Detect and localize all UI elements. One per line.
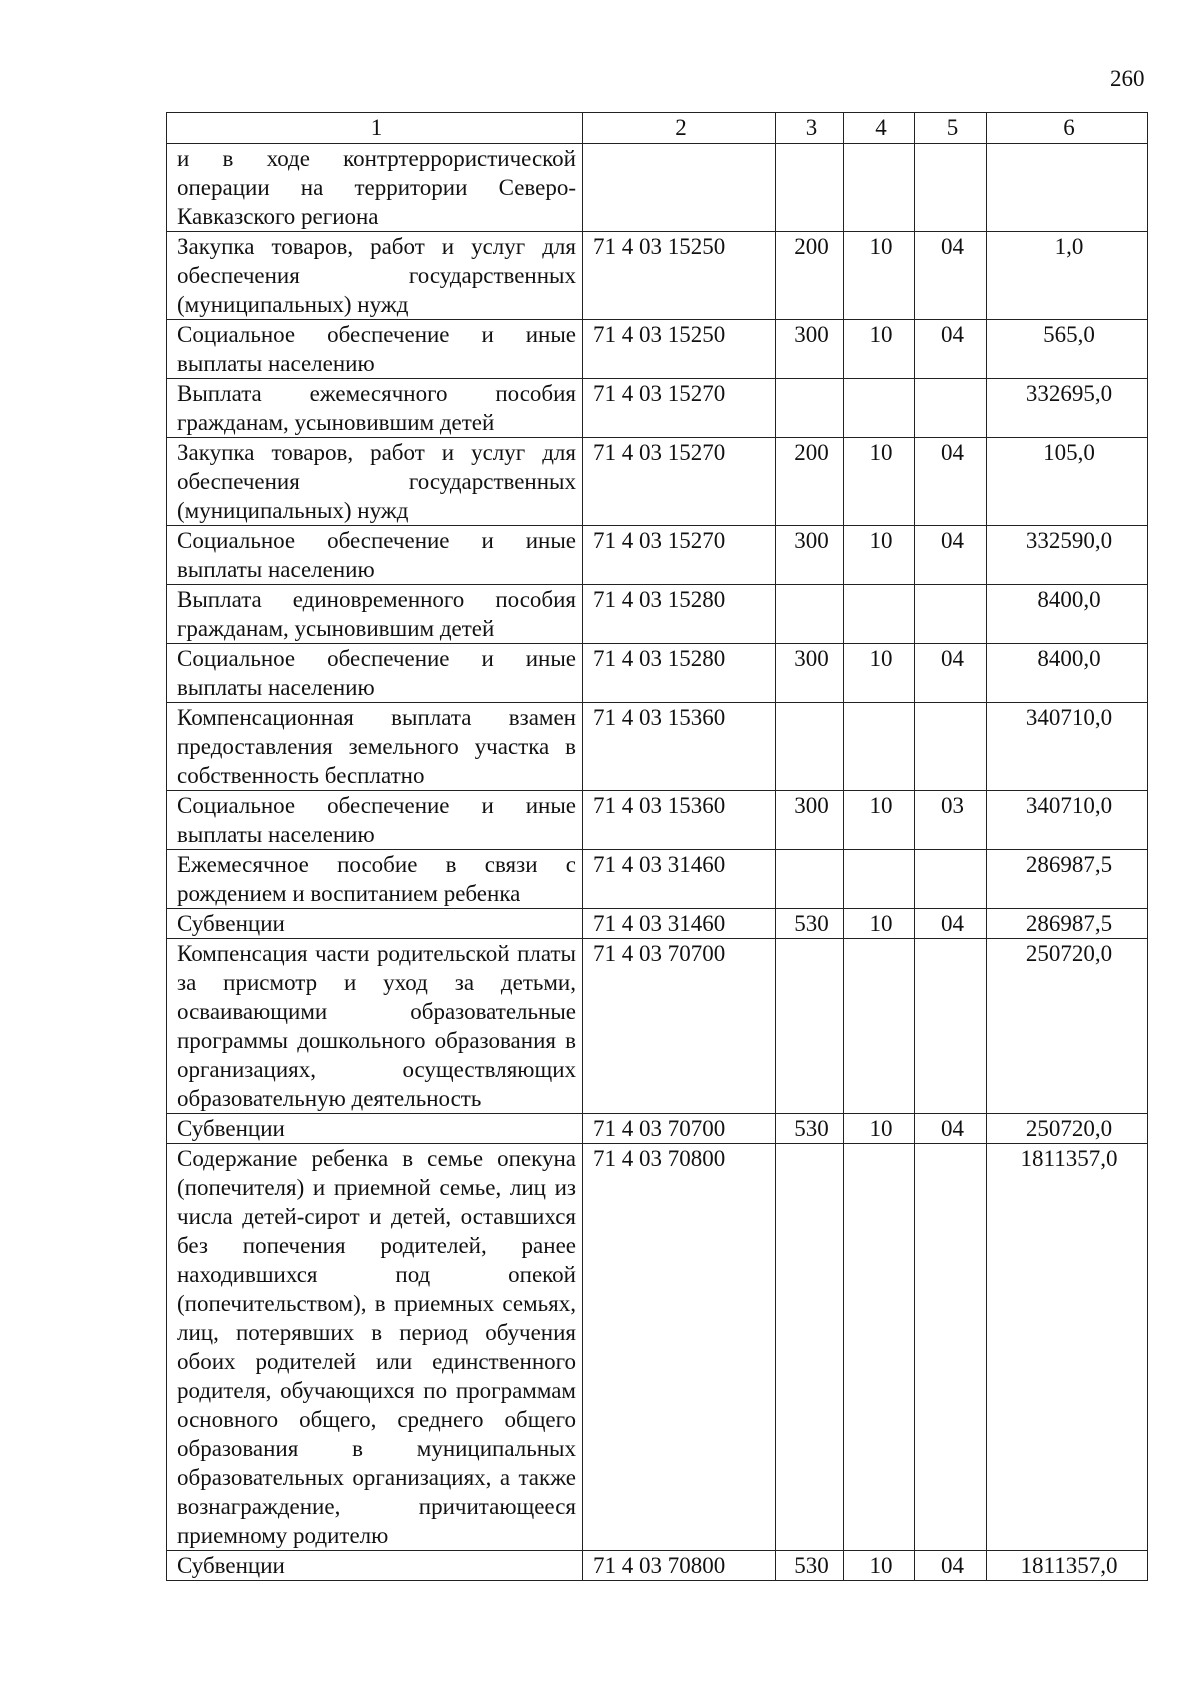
row-description: Компенсация части родительской платы за присмотр и уход за детьми, осваивающими образовательные программы дошкольного образования в организациях, осуществляющих образовательную деятельность [167, 939, 583, 1114]
row-subsection: 04 [915, 909, 987, 939]
table-row [167, 438, 1148, 526]
row-description: Содержание ребенка в семье опекуна (попечителя) и приемной семье, лиц из числа детей-сирот и детей, оставшихся без попечения родителей, ранее находившихся под опекой (попечительством), в приемных семьях, лиц, потерявших в период обучения обоих родителей или единственного родителя, обучающихся по программам основного общего, среднего общего образования в муниципальных образовательных организациях, а также вознаграждение, причитающееся приемному родителю [167, 1144, 583, 1551]
row-expense-type: 300 [776, 526, 844, 585]
row-expense-type: 530 [776, 1114, 844, 1144]
table-row [167, 909, 1148, 939]
row-target-code: 71 4 03 31460 [583, 909, 776, 939]
row-target-code: 71 4 03 15360 [583, 703, 776, 791]
row-target-code: 71 4 03 15270 [583, 526, 776, 585]
table-row [167, 526, 1148, 585]
row-description: Выплата единовременного пособия гражданам, усыновившим детей [167, 585, 583, 644]
row-expense-type: 200 [776, 232, 844, 320]
row-target-code: 71 4 03 15270 [583, 379, 776, 438]
row-target-code: 71 4 03 70800 [583, 1551, 776, 1581]
table-row [167, 850, 1148, 909]
row-expense-type [776, 585, 844, 644]
row-description: Субвенции [167, 1551, 583, 1581]
row-description: Социальное обеспечение и иные выплаты населению [167, 526, 583, 585]
table-row [167, 1114, 1148, 1144]
row-expense-type [776, 379, 844, 438]
row-subsection: 04 [915, 232, 987, 320]
row-amount [987, 144, 1148, 232]
row-expense-type: 530 [776, 1551, 844, 1581]
row-section [844, 703, 915, 791]
row-subsection [915, 850, 987, 909]
row-expense-type: 300 [776, 320, 844, 379]
row-target-code: 71 4 03 31460 [583, 850, 776, 909]
row-amount: 250720,0 [987, 939, 1148, 1114]
table-row [167, 379, 1148, 438]
row-target-code [583, 144, 776, 232]
header-col-4: 4 [844, 113, 915, 144]
row-amount: 250720,0 [987, 1114, 1148, 1144]
row-subsection: 04 [915, 1551, 987, 1581]
row-subsection: 04 [915, 644, 987, 703]
row-description: Социальное обеспечение и иные выплаты населению [167, 644, 583, 703]
row-description: и в ходе контртеррористической операции на территории Северо-Кавказского региона [167, 144, 583, 232]
row-section: 10 [844, 320, 915, 379]
row-amount: 286987,5 [987, 850, 1148, 909]
row-target-code: 71 4 03 15360 [583, 791, 776, 850]
row-target-code: 71 4 03 15280 [583, 644, 776, 703]
row-subsection: 04 [915, 526, 987, 585]
row-subsection: 04 [915, 438, 987, 526]
table-body [167, 144, 1148, 1581]
row-subsection: 04 [915, 1114, 987, 1144]
row-amount: 8400,0 [987, 644, 1148, 703]
row-subsection [915, 939, 987, 1114]
row-section [844, 1144, 915, 1551]
row-expense-type: 300 [776, 644, 844, 703]
row-subsection [915, 585, 987, 644]
row-amount: 340710,0 [987, 703, 1148, 791]
row-target-code: 71 4 03 15250 [583, 320, 776, 379]
row-description: Закупка товаров, работ и услуг для обеспечения государственных (муниципальных) нужд [167, 438, 583, 526]
row-expense-type [776, 144, 844, 232]
row-section: 10 [844, 1114, 915, 1144]
row-amount: 332590,0 [987, 526, 1148, 585]
row-expense-type: 200 [776, 438, 844, 526]
row-section: 10 [844, 644, 915, 703]
row-target-code: 71 4 03 70800 [583, 1144, 776, 1551]
header-col-1: 1 [167, 113, 583, 144]
row-amount: 565,0 [987, 320, 1148, 379]
page-number: 260 [1110, 66, 1145, 91]
row-description: Компенсационная выплата взамен предоставления земельного участка в собственность бесплатно [167, 703, 583, 791]
row-expense-type: 300 [776, 791, 844, 850]
header-col-6: 6 [987, 113, 1148, 144]
table-row [167, 939, 1148, 1114]
row-section: 10 [844, 1551, 915, 1581]
row-subsection: 03 [915, 791, 987, 850]
row-subsection [915, 703, 987, 791]
header-row [167, 113, 1148, 144]
row-target-code: 71 4 03 15250 [583, 232, 776, 320]
row-amount: 286987,5 [987, 909, 1148, 939]
row-expense-type [776, 850, 844, 909]
table-row [167, 703, 1148, 791]
header-col-5: 5 [915, 113, 987, 144]
row-expense-type [776, 1144, 844, 1551]
row-description: Выплата ежемесячного пособия гражданам, усыновившим детей [167, 379, 583, 438]
table-row [167, 320, 1148, 379]
row-target-code: 71 4 03 15270 [583, 438, 776, 526]
row-description: Субвенции [167, 909, 583, 939]
row-subsection [915, 379, 987, 438]
table-row [167, 585, 1148, 644]
row-section [844, 144, 915, 232]
row-target-code: 71 4 03 15280 [583, 585, 776, 644]
row-section: 10 [844, 909, 915, 939]
row-amount: 1,0 [987, 232, 1148, 320]
budget-table [166, 112, 1148, 1581]
row-subsection [915, 1144, 987, 1551]
row-description: Закупка товаров, работ и услуг для обеспечения государственных (муниципальных) нужд [167, 232, 583, 320]
row-section: 10 [844, 232, 915, 320]
row-amount: 1811357,0 [987, 1551, 1148, 1581]
table-row [167, 144, 1148, 232]
row-expense-type: 530 [776, 909, 844, 939]
row-subsection [915, 144, 987, 232]
row-target-code: 71 4 03 70700 [583, 939, 776, 1114]
table-row [167, 1144, 1148, 1551]
row-section [844, 939, 915, 1114]
header-col-3: 3 [776, 113, 844, 144]
row-description: Социальное обеспечение и иные выплаты населению [167, 320, 583, 379]
row-section [844, 585, 915, 644]
row-expense-type [776, 703, 844, 791]
header-col-2: 2 [583, 113, 776, 144]
row-section: 10 [844, 438, 915, 526]
row-section: 10 [844, 526, 915, 585]
row-expense-type [776, 939, 844, 1114]
row-description: Субвенции [167, 1114, 583, 1144]
table-row [167, 791, 1148, 850]
table-row [167, 644, 1148, 703]
table-row [167, 1551, 1148, 1581]
row-amount: 340710,0 [987, 791, 1148, 850]
row-section [844, 850, 915, 909]
row-amount: 8400,0 [987, 585, 1148, 644]
row-section [844, 379, 915, 438]
row-description: Ежемесячное пособие в связи с рождением и воспитанием ребенка [167, 850, 583, 909]
row-amount: 105,0 [987, 438, 1148, 526]
row-amount: 1811357,0 [987, 1144, 1148, 1551]
row-amount: 332695,0 [987, 379, 1148, 438]
table-row [167, 232, 1148, 320]
row-target-code: 71 4 03 70700 [583, 1114, 776, 1144]
row-description: Социальное обеспечение и иные выплаты населению [167, 791, 583, 850]
row-subsection: 04 [915, 320, 987, 379]
row-section: 10 [844, 791, 915, 850]
